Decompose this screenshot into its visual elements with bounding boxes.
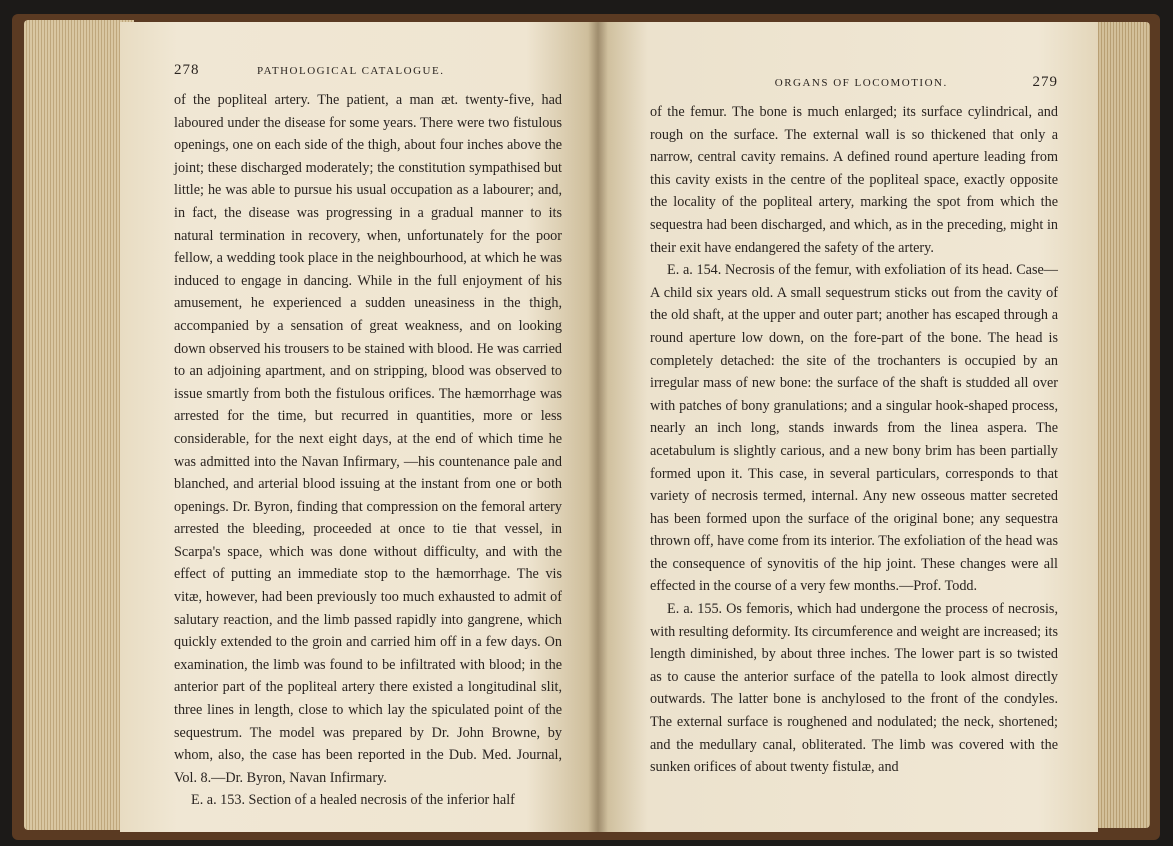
left-page: [120, 22, 598, 832]
left-page-number: 278: [174, 62, 200, 78]
right-paragraph-2: E. a. 154. Necrosis of the femur, with exfoliation of its head. Case—A child six years old. A small sequestrum sticks out from the cavity of the old shaft, at the upper and outer part; another has escaped through a round aperture low down, on the fore-part of the bone. The head is completely detached: the site of the trochanters is occupied by an irregular mass of new bone: the surface of the shaft is studded all over with patches of bony granulations; and a singular hook-shaped process, nearly an inch long, stands inwards from the linea aspera. The acetabulum is slightly carious, and a new bony brim has been partially formed upon it. This case, in several particulars, corresponds to that variety of necrosis termed, internal. Any new osseous matter secreted has been formed upon the surface of the original bone; any sequestra thrown off, have come from its interior. The exfoliation of the head was the consequence of synovitis of the hip joint. These changes were all effected in the course of a very few months.—Prof. Todd.: [650, 262, 1058, 595]
right-paragraph-3: E. a. 155. Os femoris, which had undergone the process of necrosis, with resulting deformity. Its circumference and weight are increased; its length diminished, by about three inches. The lower part is so twisted as to cause the anterior surface of the patella to look almost directly outwards. The latter bone is anchylosed to the front of the condyles. The external surface is roughened and nodulated; the neck, shortened; and the medullary canal, obliterated. The limb was covered with the sunken orifices of about twenty fistulæ, and: [650, 601, 1059, 776]
right-page: [598, 22, 1098, 832]
right-page-number: 279: [1032, 74, 1058, 90]
left-paragraph-1: of the popliteal artery. The patient, a man æt. twenty-five, had laboured under the disease for some years. There were two fistulous openings, one on each side of the thigh, about four inches above the joint; these discharged moderately; the constitution sympathised but little; he was able to pursue his usual occupation as a labourer; and, in fact, the disease was progressing in a gradual manner to its natural termination in recovery, when, unfortunately for the poor fellow, a wedding took place in the neighbourhood, at which he was induced to engage in dancing. While in the full enjoyment of his amusement, he experienced a sudden uneasiness in the thigh, accompanied by a sensation of great weakness, and on looking down observed his trousers to be stained with blood. He was carried to an adjoining apartment, and on stripping, blood was observed to issue smartly from both the fistulous orifices. The hæmorrhage was arrested for the time, but recurred in quantities, more or less considerable, for the next eight days, at the end of which time he was admitted into the Navan Infirmary, —his countenance pale and blanched, and arterial blood issuing at the instant from one or both openings. Dr. Byron, finding that compression on the femoral artery arrested the bleeding, proceeded at once to tie that vessel, in Scarpa's space, which was done without difficulty, and with the effect of putting an immediate stop to the hæmorrhage. The vis vitæ, however, had been previously too much exhausted to admit of salutary reaction, and the limb passed rapidly into gangrene, which quickly extended to the groin and carried him off in a few days. On examination, the limb was found to be infiltrated with blood; in the anterior part of the popliteal artery there existed a longitudinal slit, three lines in length, close to which lay the spiculated point of the sequestrum. The model was prepared by Dr. John Browne, by whom, also, the case has been reported in the Dub. Med. Journal, Vol. 8.—Dr. Byron, Navan Infirmary.: [174, 92, 562, 786]
left-running-head: [174, 62, 562, 79]
right-paragraph-1: of the femur. The bone is much enlarged; its surface cylindrical, and rough on the surface. The external wall is so thickened that only a narrow, central cavity remains. A defined round aperture leading from this cavity exists in the centre of the popliteal space, exactly opposite the locality of the popliteal artery, marking the spot from which the sequestra had been discharged, and which, as in the preceding, might in their exit have endangered the safety of the artery.: [650, 104, 1058, 256]
page-edges-left: [24, 20, 134, 830]
right-running-head: [650, 74, 1058, 91]
page-edges-right: [1090, 22, 1150, 828]
left-running-title: PATHOLOGICAL CATALOGUE.: [257, 65, 445, 77]
book-gutter: [588, 22, 608, 832]
right-page-text: [650, 101, 1058, 779]
left-page-text: [174, 89, 562, 812]
left-paragraph-2: E. a. 153. Section of a healed necrosis of the inferior half: [191, 792, 515, 809]
right-running-title: ORGANS OF LOCOMOTION.: [774, 77, 948, 89]
